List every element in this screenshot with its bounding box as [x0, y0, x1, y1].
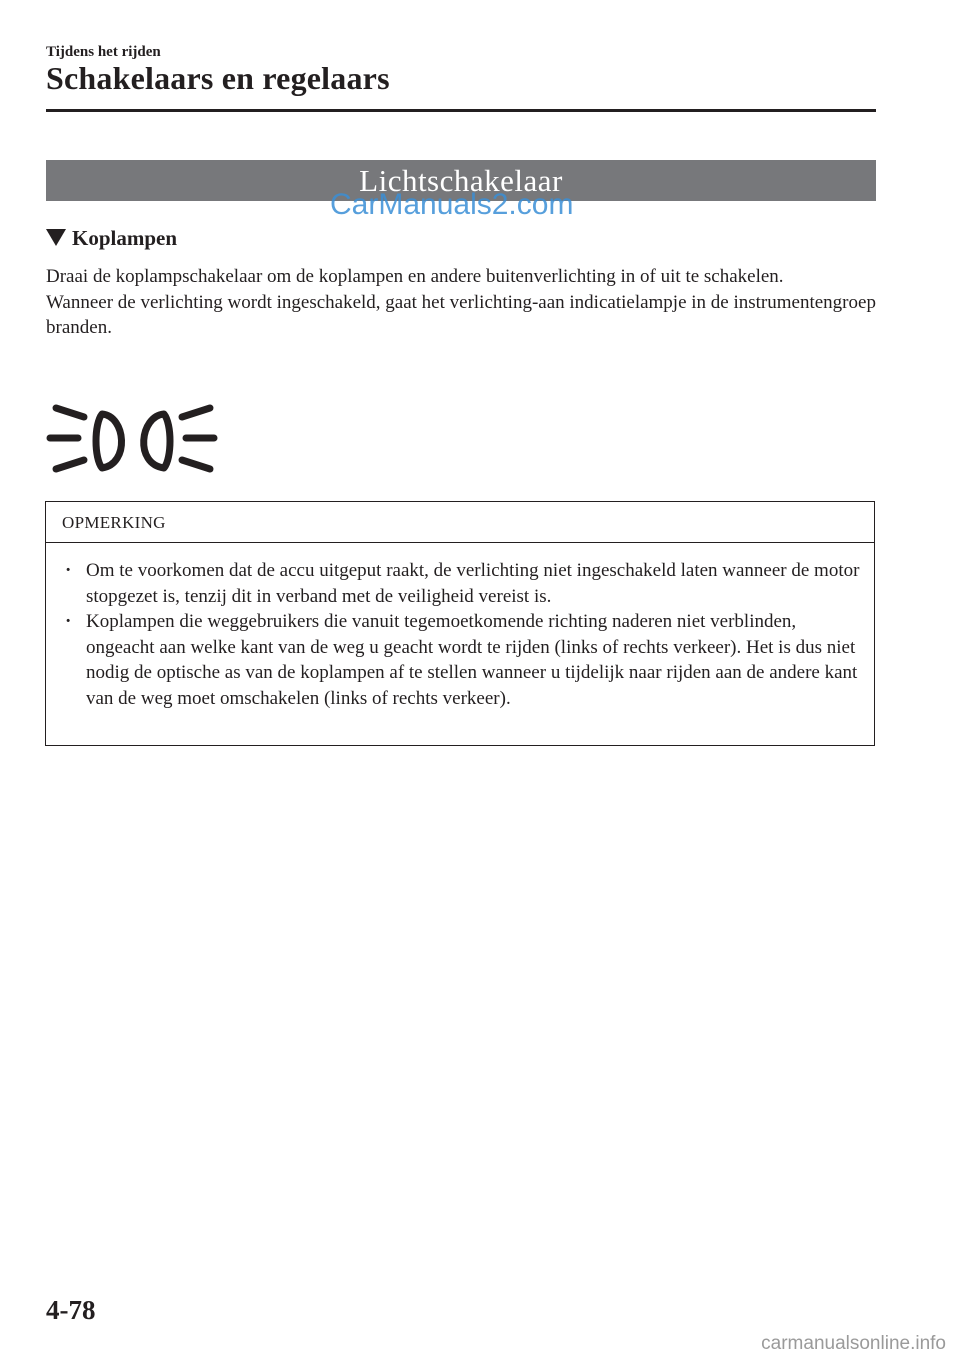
note-list — [46, 543, 874, 711]
triangle-bullet-icon — [46, 229, 66, 246]
watermark: CarManuals2.com — [330, 188, 574, 221]
subsection-heading-text: Koplampen — [72, 226, 178, 250]
headlight-indicator-icon — [44, 398, 220, 482]
body-text — [46, 264, 876, 341]
note-box — [45, 501, 875, 746]
subsection-heading — [46, 226, 177, 251]
page-number: 4-78 — [46, 1295, 96, 1325]
topic-banner: Lichtschakelaar — [46, 160, 876, 201]
section-title: Schakelaars en regelaars — [46, 60, 390, 96]
footer-watermark: carmanualsonline.info — [761, 1333, 946, 1354]
note-item: · Om te voorkomen dat de accu uitgeput raakt, de verlichting niet ingeschakeld laten wanneer de motor stopgezet is, tenzij dit in verband met de veiligheid vereist is. — [86, 558, 866, 609]
note-title: OPMERKING — [46, 502, 874, 543]
section-divider — [46, 109, 876, 112]
paragraph: Draai de koplampschakelaar om de koplampen en andere buitenverlichting in of uit te schakelen. — [46, 266, 784, 287]
chapter-label: Tijdens het rijden — [46, 44, 161, 60]
paragraph: Wanneer de verlichting wordt ingeschakeld, gaat het verlichting-aan indicatielampje in de instrumentengroep branden. — [46, 291, 876, 338]
note-item: · Koplampen die weggebruikers die vanuit tegemoetkomende richting naderen niet verblinden, ongeacht aan welke kant van de weg u geacht wordt te rijden (links of rechts verkeer). Het is dus niet nodig de optische as van de koplampen af te stellen wanneer u tijdelijk naar rijden aan de andere kant van de weg moet omschakelen (links of rechts verkeer). — [86, 609, 866, 711]
